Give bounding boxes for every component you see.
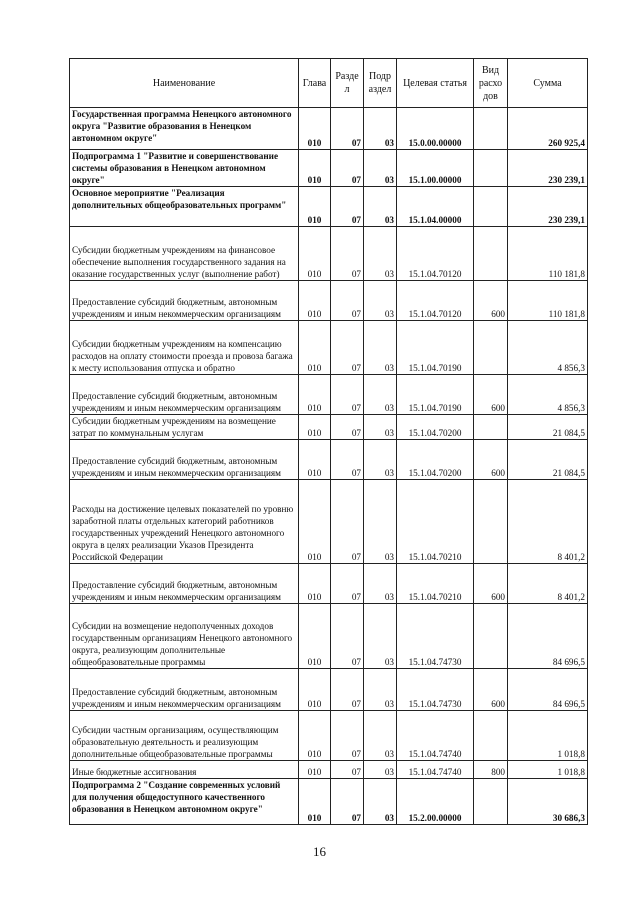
table-row bbox=[70, 108, 588, 150]
budget-table bbox=[69, 58, 588, 825]
cell-sum: 21 084,5 bbox=[508, 415, 588, 440]
cell-section: 07 bbox=[331, 604, 364, 669]
cell-name: Расходы на достижение целевых показателей по уровню заработной платы отдельных категорий работников государственных учреждений Ненецкого автономного округа в целях реализации Указов Президента Российской Федерации bbox=[70, 480, 299, 564]
cell-target: 15.1.04.74740 bbox=[397, 711, 474, 761]
cell-section: 07 bbox=[331, 440, 364, 480]
cell-name: Субсидии на возмещение недополученных доходов государственным организациям Ненецкого автономного округа, реализующим дополнительные общеобразовательные программы bbox=[70, 604, 299, 669]
table-row bbox=[70, 761, 588, 779]
cell-subsection: 03 bbox=[364, 564, 397, 604]
cell-name: Предоставление субсидий бюджетным, автономным учреждениям и иным некоммерческим организациям bbox=[70, 669, 299, 711]
cell-type bbox=[474, 321, 508, 375]
cell-target: 15.1.04.74730 bbox=[397, 669, 474, 711]
cell-target: 15.1.04.74740 bbox=[397, 761, 474, 779]
cell-subsection: 03 bbox=[364, 761, 397, 779]
cell-subsection: 03 bbox=[364, 669, 397, 711]
cell-sum: 260 925,4 bbox=[508, 108, 588, 150]
cell-chapter: 010 bbox=[299, 711, 331, 761]
table-row bbox=[70, 150, 588, 187]
table-row bbox=[70, 564, 588, 604]
cell-name: Основное мероприятие "Реализация дополнительных общеобразовательных программ" bbox=[70, 187, 299, 227]
cell-section: 07 bbox=[331, 150, 364, 187]
cell-subsection: 03 bbox=[364, 604, 397, 669]
cell-chapter: 010 bbox=[299, 604, 331, 669]
cell-type bbox=[474, 415, 508, 440]
table-row bbox=[70, 227, 588, 281]
cell-section: 07 bbox=[331, 281, 364, 321]
cell-sum: 84 696,5 bbox=[508, 669, 588, 711]
table-body bbox=[70, 108, 588, 825]
cell-type: 600 bbox=[474, 375, 508, 415]
table-header-row bbox=[70, 59, 588, 108]
cell-subsection: 03 bbox=[364, 711, 397, 761]
cell-type bbox=[474, 711, 508, 761]
cell-section: 07 bbox=[331, 375, 364, 415]
cell-subsection: 03 bbox=[364, 187, 397, 227]
header-chapter: Глава bbox=[299, 59, 331, 108]
header-type: Вид расхо дов bbox=[474, 59, 508, 108]
cell-name: Субсидии частным организациям, осуществляющим образовательную деятельность и реализующим дополнительные общеобразовательные программы bbox=[70, 711, 299, 761]
cell-sum: 110 181,8 bbox=[508, 281, 588, 321]
cell-section: 07 bbox=[331, 564, 364, 604]
cell-target: 15.1.04.70190 bbox=[397, 375, 474, 415]
cell-name: Предоставление субсидий бюджетным, автономным учреждениям и иным некоммерческим организациям bbox=[70, 281, 299, 321]
cell-target: 15.1.04.70200 bbox=[397, 440, 474, 480]
cell-target: 15.1.04.74730 bbox=[397, 604, 474, 669]
cell-type: 600 bbox=[474, 440, 508, 480]
cell-type: 600 bbox=[474, 669, 508, 711]
table-row bbox=[70, 375, 588, 415]
cell-type: 600 bbox=[474, 281, 508, 321]
cell-chapter: 010 bbox=[299, 227, 331, 281]
cell-subsection: 03 bbox=[364, 150, 397, 187]
cell-sum: 21 084,5 bbox=[508, 440, 588, 480]
cell-sum: 30 686,3 bbox=[508, 779, 588, 825]
cell-type: 600 bbox=[474, 564, 508, 604]
cell-target: 15.2.00.00000 bbox=[397, 779, 474, 825]
cell-subsection: 03 bbox=[364, 415, 397, 440]
cell-chapter: 010 bbox=[299, 150, 331, 187]
cell-section: 07 bbox=[331, 669, 364, 711]
cell-sum: 4 856,3 bbox=[508, 321, 588, 375]
table-row bbox=[70, 321, 588, 375]
table-row bbox=[70, 779, 588, 825]
cell-type bbox=[474, 187, 508, 227]
cell-name: Государственная программа Ненецкого автономного округа "Развитие образования в Ненецком автономном округе" bbox=[70, 108, 299, 150]
table-row bbox=[70, 480, 588, 564]
cell-sum: 110 181,8 bbox=[508, 227, 588, 281]
table-row bbox=[70, 440, 588, 480]
cell-section: 07 bbox=[331, 779, 364, 825]
cell-subsection: 03 bbox=[364, 321, 397, 375]
cell-subsection: 03 bbox=[364, 480, 397, 564]
table-row bbox=[70, 187, 588, 227]
cell-subsection: 03 bbox=[364, 779, 397, 825]
header-target: Целевая статья bbox=[397, 59, 474, 108]
cell-chapter: 010 bbox=[299, 779, 331, 825]
cell-chapter: 010 bbox=[299, 480, 331, 564]
table-row bbox=[70, 669, 588, 711]
cell-name: Субсидии бюджетным учреждениям на финансовое обеспечение выполнения государственного задания на оказание государственных услуг (выполнение работ) bbox=[70, 227, 299, 281]
header-subsection: Подр аздел bbox=[364, 59, 397, 108]
cell-chapter: 010 bbox=[299, 440, 331, 480]
cell-section: 07 bbox=[331, 761, 364, 779]
cell-target: 15.1.04.70200 bbox=[397, 415, 474, 440]
cell-name: Предоставление субсидий бюджетным, автономным учреждениям и иным некоммерческим организациям bbox=[70, 440, 299, 480]
cell-section: 07 bbox=[331, 227, 364, 281]
cell-sum: 4 856,3 bbox=[508, 375, 588, 415]
cell-type bbox=[474, 779, 508, 825]
cell-name: Субсидии бюджетным учреждениям на компенсацию расходов на оплату стоимости проезда и провоза багажа к месту использования отпуска и обратно bbox=[70, 321, 299, 375]
cell-target: 15.1.04.70210 bbox=[397, 564, 474, 604]
cell-chapter: 010 bbox=[299, 281, 331, 321]
table-row bbox=[70, 281, 588, 321]
cell-sum: 8 401,2 bbox=[508, 480, 588, 564]
cell-chapter: 010 bbox=[299, 761, 331, 779]
cell-sum: 230 239,1 bbox=[508, 150, 588, 187]
cell-chapter: 010 bbox=[299, 187, 331, 227]
cell-sum: 1 018,8 bbox=[508, 711, 588, 761]
cell-type bbox=[474, 480, 508, 564]
cell-subsection: 03 bbox=[364, 108, 397, 150]
table-row bbox=[70, 604, 588, 669]
table-row bbox=[70, 415, 588, 440]
cell-section: 07 bbox=[331, 711, 364, 761]
cell-sum: 84 696,5 bbox=[508, 604, 588, 669]
cell-chapter: 010 bbox=[299, 564, 331, 604]
cell-name: Подпрограмма 2 "Создание современных условий для получения общедоступного качественного образования в Ненецком автономном округе" bbox=[70, 779, 299, 825]
cell-sum: 1 018,8 bbox=[508, 761, 588, 779]
cell-type bbox=[474, 108, 508, 150]
cell-chapter: 010 bbox=[299, 669, 331, 711]
cell-name: Предоставление субсидий бюджетным, автономным учреждениям и иным некоммерческим организациям bbox=[70, 564, 299, 604]
cell-sum: 230 239,1 bbox=[508, 187, 588, 227]
cell-section: 07 bbox=[331, 415, 364, 440]
cell-sum: 8 401,2 bbox=[508, 564, 588, 604]
cell-section: 07 bbox=[331, 480, 364, 564]
cell-chapter: 010 bbox=[299, 321, 331, 375]
cell-type bbox=[474, 604, 508, 669]
cell-chapter: 010 bbox=[299, 415, 331, 440]
table-row bbox=[70, 711, 588, 761]
cell-subsection: 03 bbox=[364, 440, 397, 480]
cell-target: 15.1.00.00000 bbox=[397, 150, 474, 187]
cell-section: 07 bbox=[331, 321, 364, 375]
page-number: 16 bbox=[313, 844, 326, 859]
cell-type: 800 bbox=[474, 761, 508, 779]
cell-subsection: 03 bbox=[364, 375, 397, 415]
cell-chapter: 010 bbox=[299, 108, 331, 150]
cell-subsection: 03 bbox=[364, 281, 397, 321]
cell-target: 15.1.04.70190 bbox=[397, 321, 474, 375]
cell-target: 15.1.04.00000 bbox=[397, 187, 474, 227]
cell-name: Иные бюджетные ассигнования bbox=[70, 761, 299, 779]
cell-section: 07 bbox=[331, 108, 364, 150]
cell-type bbox=[474, 150, 508, 187]
cell-name: Субсидии бюджетным учреждениям на возмещение затрат по коммунальным услугам bbox=[70, 415, 299, 440]
cell-target: 15.1.04.70120 bbox=[397, 281, 474, 321]
header-section: Разде л bbox=[331, 59, 364, 108]
cell-target: 15.0.00.00000 bbox=[397, 108, 474, 150]
header-name: Наименование bbox=[70, 59, 299, 108]
header-sum: Сумма bbox=[508, 59, 588, 108]
cell-name: Предоставление субсидий бюджетным, автономным учреждениям и иным некоммерческим организациям bbox=[70, 375, 299, 415]
cell-subsection: 03 bbox=[364, 227, 397, 281]
cell-target: 15.1.04.70120 bbox=[397, 227, 474, 281]
cell-type bbox=[474, 227, 508, 281]
cell-chapter: 010 bbox=[299, 375, 331, 415]
cell-section: 07 bbox=[331, 187, 364, 227]
cell-target: 15.1.04.70210 bbox=[397, 480, 474, 564]
cell-name: Подпрограмма 1 "Развитие и совершенствование системы образования в Ненецком автономном округе" bbox=[70, 150, 299, 187]
